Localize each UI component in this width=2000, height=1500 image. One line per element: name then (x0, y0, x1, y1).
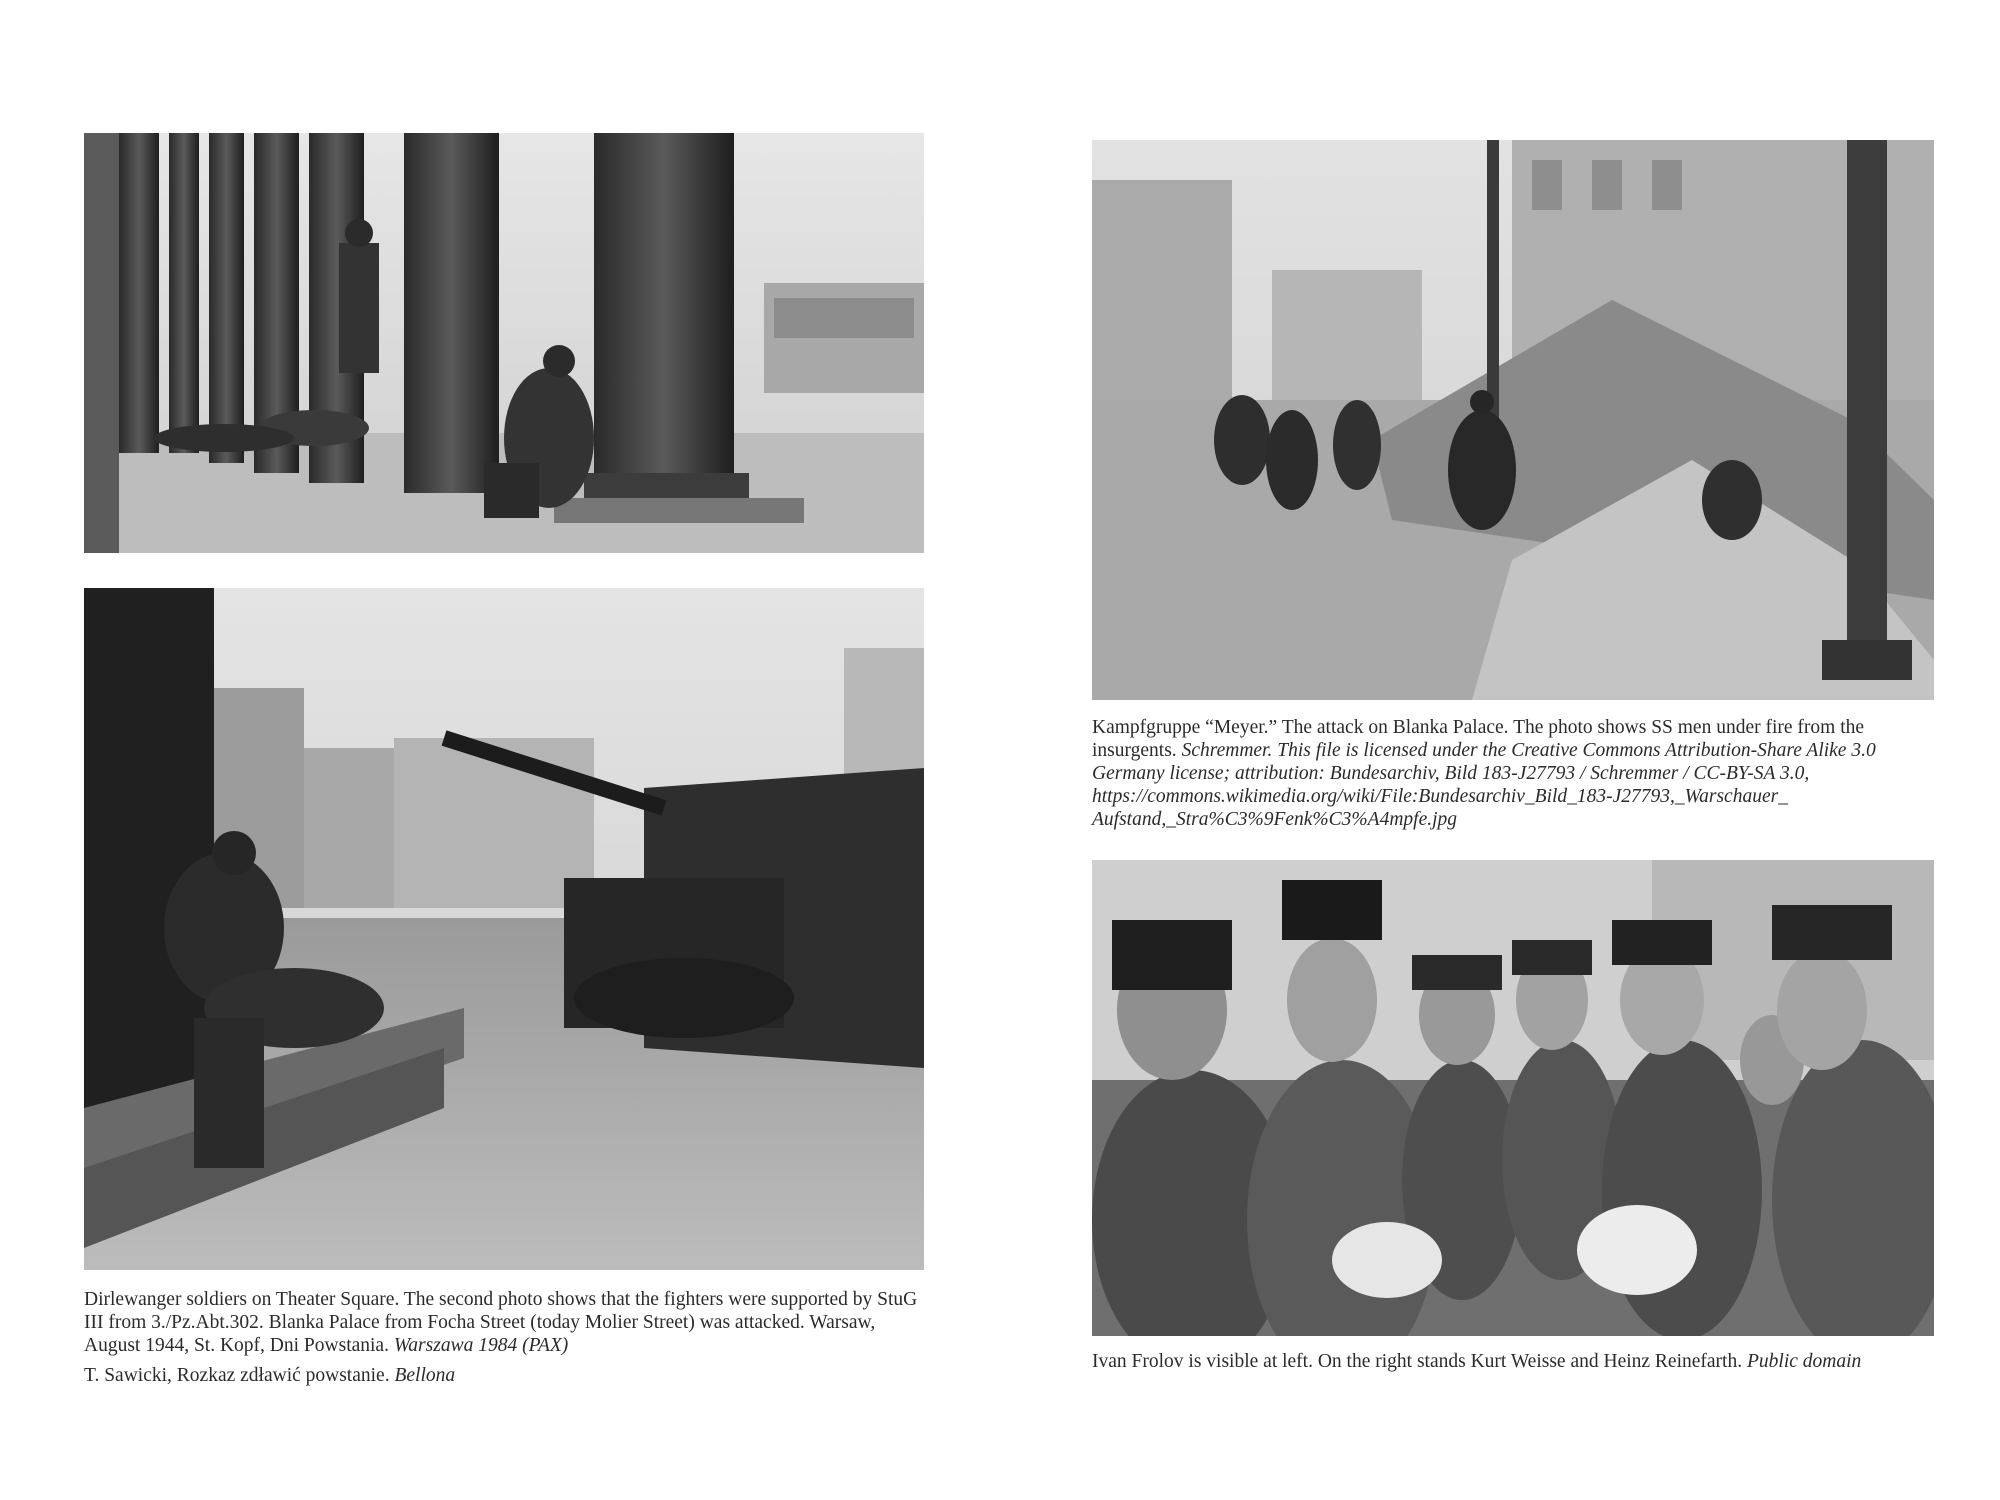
left-source (84, 1364, 924, 1387)
photo-rubble-street (1092, 140, 1934, 700)
right-caption-text: Kampfgruppe “Meyer.” The attack on Blanka Palace. The photo shows SS men under fire from the insurgents. (1092, 717, 1865, 761)
photo-stug-steps (84, 588, 924, 1270)
left-source-credit: Bellona (394, 1365, 456, 1386)
left-caption-text: Dirlewanger soldiers on Theater Square. The second photo shows that the fighters were supported by StuG III from 3./Pz.Abt.302. Blanka Palace from Focha Street (today Molier Street) was attacked. Warsaw, August 1944, St. Kopf, Dni Powstania. (84, 1289, 918, 1356)
photo-theater-columns (84, 133, 924, 553)
right-caption-bottom (1092, 1350, 1942, 1373)
left-source-text: T. Sawicki, Rozkaz zdławić powstanie. (84, 1365, 395, 1386)
right-page (1000, 0, 2000, 1500)
right-caption-credit: Schremmer. This file is licensed under the Creative Commons Attribution-Share Alike 3.0 Germany license; attribution: Bundesarchiv, Bild 183-J27793 / Schremmer / CC-BY-SA 3.0, https://commons.wikimedia.org/wiki/File:Bundesarchiv_Bild_183-J27793,_Warschauer_ Aufstand,_Stra%C3%9Fenk%C3%A4mpfe.jpg (1092, 740, 1876, 830)
left-caption-credit: Warszawa 1984 (PAX) (393, 1335, 569, 1356)
right-caption (1092, 716, 1942, 831)
right-caption-bottom-text: Ivan Frolov is visible at left. On the right stands Kurt Weisse and Heinz Reinefarth. (1092, 1351, 1747, 1372)
left-caption (84, 1288, 924, 1357)
right-caption-bottom-credit: Public domain (1746, 1351, 1862, 1372)
photo-officers-group (1092, 860, 1934, 1336)
